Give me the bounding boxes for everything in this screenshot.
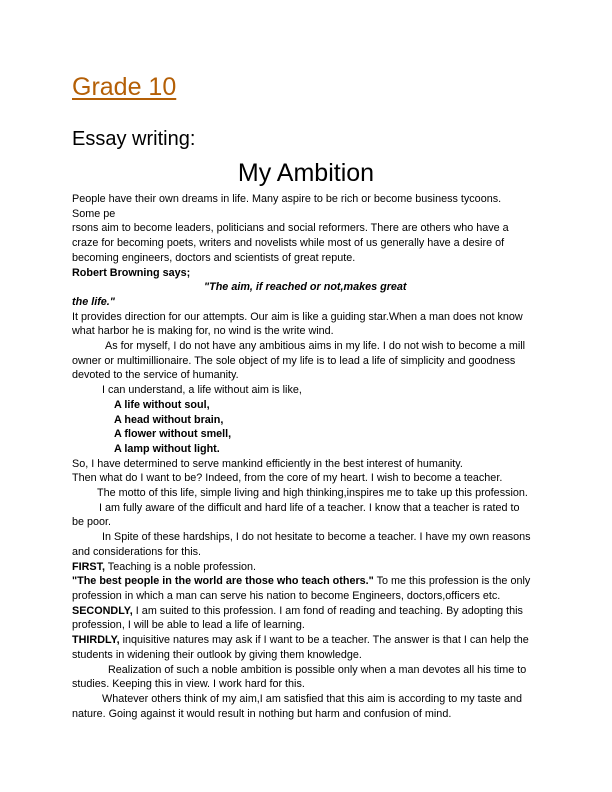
intro-line: rsons aim to become leaders, politicians and social reformers. There are others who have a [72,222,509,235]
third-label: THIRDLY, [72,634,120,647]
realization-line: studies. Keeping this in view. I work hard for this. [72,678,305,691]
best-cont: profession in which a man can serve his nation to become Engineers, doctors,officers etc. [72,589,501,602]
want-line: Then what do I want to be? Indeed, from the core of my heart. I wish to become a teacher. [72,472,503,485]
second-text: I am suited to this profession. I am fond of reading and teaching. By adopting this [132,604,523,617]
quote-line: the life." [72,295,115,308]
motto-line: The motto of this life, simple living and high thinking,inspires me to take up this profession. [97,487,528,500]
third-text: inquisitive natures may ask if I want to be a teacher. The answer is that I can help the [119,634,529,647]
best-quote: "The best people in the world are those who teach others." [72,575,374,588]
spite-line: In Spite of these hardships, I do not hesitate to become a teacher. I have my own reasons [102,531,531,544]
third-cont: students in widening their outlook by giving them knowledge. [72,648,362,661]
whatever-line: Whatever others think of my aim,I am satisfied that this aim is according to my taste and [102,692,523,705]
second-cont: profession, I will be able to lead a life of learning. [72,619,305,632]
essay-title: My Ambition [237,159,375,187]
spite-line: and considerations for this. [72,545,202,558]
second-label: SECONDLY, [72,604,133,617]
intro-line: People have their own dreams in life. Many aspire to be rich or become business tycoons. [72,193,502,205]
guide-line: what harbor he is making for, no wind is the write wind. [72,325,334,338]
realization-line: Realization of such a noble ambition is possible only when a man devotes all his time to [108,663,527,676]
grade-heading: Grade 10 [72,73,177,101]
first-text: Teaching is a noble profession. [105,560,257,573]
life-list-item: A head without brain, [114,413,224,426]
intro-line: becoming engineers, doctors and scientists of great repute. [72,251,356,264]
first-label: FIRST, [72,560,105,573]
guide-line: It provides direction for our attempts. Our aim is like a guiding star.When a man does not know [72,310,523,323]
section-label: Essay writing: [72,128,196,150]
myself-line: owner or multimillionaire. The sole object of my life is to lead a life of simplicity and goodness [72,354,516,367]
aware-line: be poor. [72,516,112,529]
understand-line: I can understand, a life without aim is like, [102,384,302,397]
quote-line: "The aim, if reached or not,makes great [204,281,407,294]
first-reason [72,560,542,575]
third-reason [72,633,542,648]
second-reason [72,604,542,619]
life-list-item: A life without soul, [114,398,210,411]
intro-line: Some pe [72,207,116,220]
myself-line: devoted to the service of humanity. [72,369,239,382]
aware-line: I am fully aware of the difficult and hard life of a teacher. I know that a teacher is rated to [99,501,520,514]
myself-line: As for myself, I do not have any ambitious aims in my life. I do not wish to become a mill [105,340,526,353]
browning-says: Robert Browning says; [72,266,191,279]
life-list-item: A flower without smell, [114,428,232,441]
best-text: To me this profession is the only [373,575,531,588]
determined-line: So, I have determined to serve mankind efficiently in the best interest of humanity. [72,457,463,470]
intro-line: craze for becoming poets, writers and novelists while most of us generally have a desire of [72,237,505,250]
life-list-item: A lamp without light. [114,442,220,455]
essay-body [72,192,542,721]
best-line [72,574,542,589]
whatever-line: nature. Going against it would result in nothing but harm and confusion of mind. [72,707,452,720]
